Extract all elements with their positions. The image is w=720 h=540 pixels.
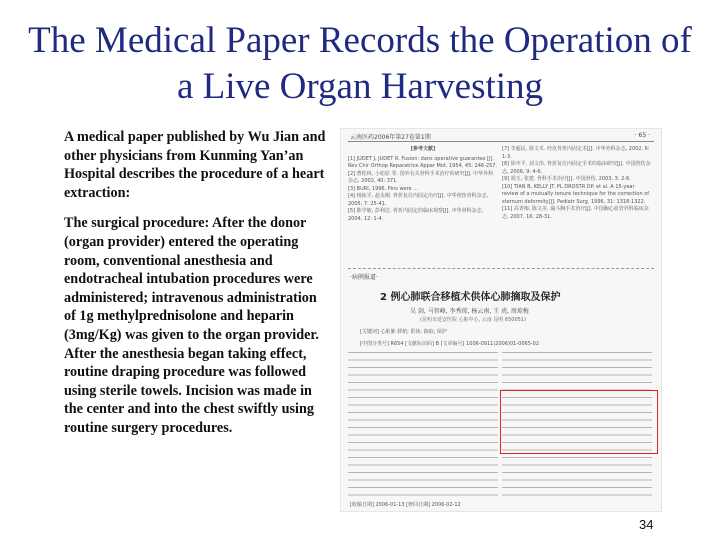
- reference-item: [4] 杨拓平, 赵永刚. 骨折复位内固定治疗[J]. 中华创伤骨科杂志, 2005, 7: 25-41.: [348, 193, 489, 207]
- reference-item: [3] BURI, 1996. Pins were ...: [348, 185, 418, 192]
- slide-body: [64, 128, 330, 450]
- medical-paper-scan: [340, 128, 662, 512]
- intro-paragraph: A medical paper published by Wu Jian and other physicians from Kunming Yan’an Hospital describes the procedure of a heart extraction:: [64, 129, 326, 201]
- paper-footer: [收稿日期] 2006-01-13 [修回日期] 2006-02-12: [350, 502, 461, 508]
- header-rule: [348, 141, 654, 142]
- reference-item: [5] 陈学敏, 彭利达. 骨折内固定的临床观察[J]. 中华骨科杂志, 2004, 12: 1-4.: [348, 208, 484, 222]
- reference-item: [7] 李超民, 徐文术. 经皮骨折内固定术[J]. 中华外科杂志, 2002, 6: 1-3.: [502, 146, 650, 160]
- article-title: 2 例心肺联合移植术供体心肺摘取及保护: [380, 292, 561, 303]
- references-label: [参考文献]: [410, 146, 436, 152]
- article-keywords: [关键词] 心脏肺 移植; 供体; 摘取; 保护: [360, 329, 447, 335]
- references-left-column: [348, 146, 498, 223]
- highlight-box: [500, 390, 658, 454]
- section-label: ·病例报道·: [350, 274, 378, 281]
- reference-item: [11] 高青梅, 陈文美. 漏斗胸手术治疗[J]. 中国胸心血管外科临床杂志, 2007, 16: 28-31.: [502, 206, 649, 220]
- paper-journal-header: 云南医药2006年第27卷第1期: [350, 134, 431, 141]
- references-right-column: [502, 146, 652, 221]
- reference-item: [9] 胡玉, 张建. 骨科手术治疗[J]. 中国骨伤, 2003, 3: 2-6.: [502, 176, 631, 182]
- body-text-left-column: [348, 352, 498, 502]
- reference-item: [10] TIAN B, KELLY JT. PL DROSTR DP. et al. A 15-year review of a mutually tenure technique for the correction of sternum deformity[J]. Pediatr Surg, 1996, 31: 1318-1322.: [502, 183, 650, 205]
- section-divider: [348, 268, 654, 269]
- procedure-paragraph: The surgical procedure: After the donor (organ provider) entered the operating room, conventional anesthesia and endotracheal intubation procedures were administered; intravenous administration of 1g methylprednisolone and heparin (3mg/Kg) was given to the organ provider. After the anesthesia began taking effect, routine draping procedure was followed using sterile towels. Incision was made in the center and into the chest swiftly using routine surgery procedures.: [64, 215, 319, 436]
- paper-page-header: · 65 ·: [634, 132, 650, 139]
- article-classification: [中图分类号] R654 [文献标识码] B [文章编号] 1006-0911(2006)01-0065-02: [360, 341, 540, 347]
- article-affiliation: (昆明市延安医院 心脏中心, 云南 昆明 650051): [420, 317, 526, 323]
- page-number: 34: [639, 517, 654, 532]
- article-authors: 吴 剑, 马智峰, 李秀琼, 杨云南, 王 虎, 周琼梅: [410, 308, 529, 315]
- reference-item: [8] 徐中平, 刘文伟. 骨折复位内固定手术的临床研究[J]. 中国创伤杂志, 2006, 9: 4-6.: [502, 161, 651, 175]
- slide-title: The Medical Paper Records the Operation of a Live Organ Harvesting: [28, 20, 692, 107]
- reference-item: [2] 曹桂林, 小松原 等. 国外有关骨科手术治疗的研究[J]. 中华外科杂志, 2002, 40: 371.: [348, 170, 494, 184]
- reference-item: [1] JUDET J, JUDET R. Fusion: dans operative guarantee [J]. Rev Chir Orthop Reparatrice Appar Mot, 1954, 45: 246-257.: [348, 155, 498, 169]
